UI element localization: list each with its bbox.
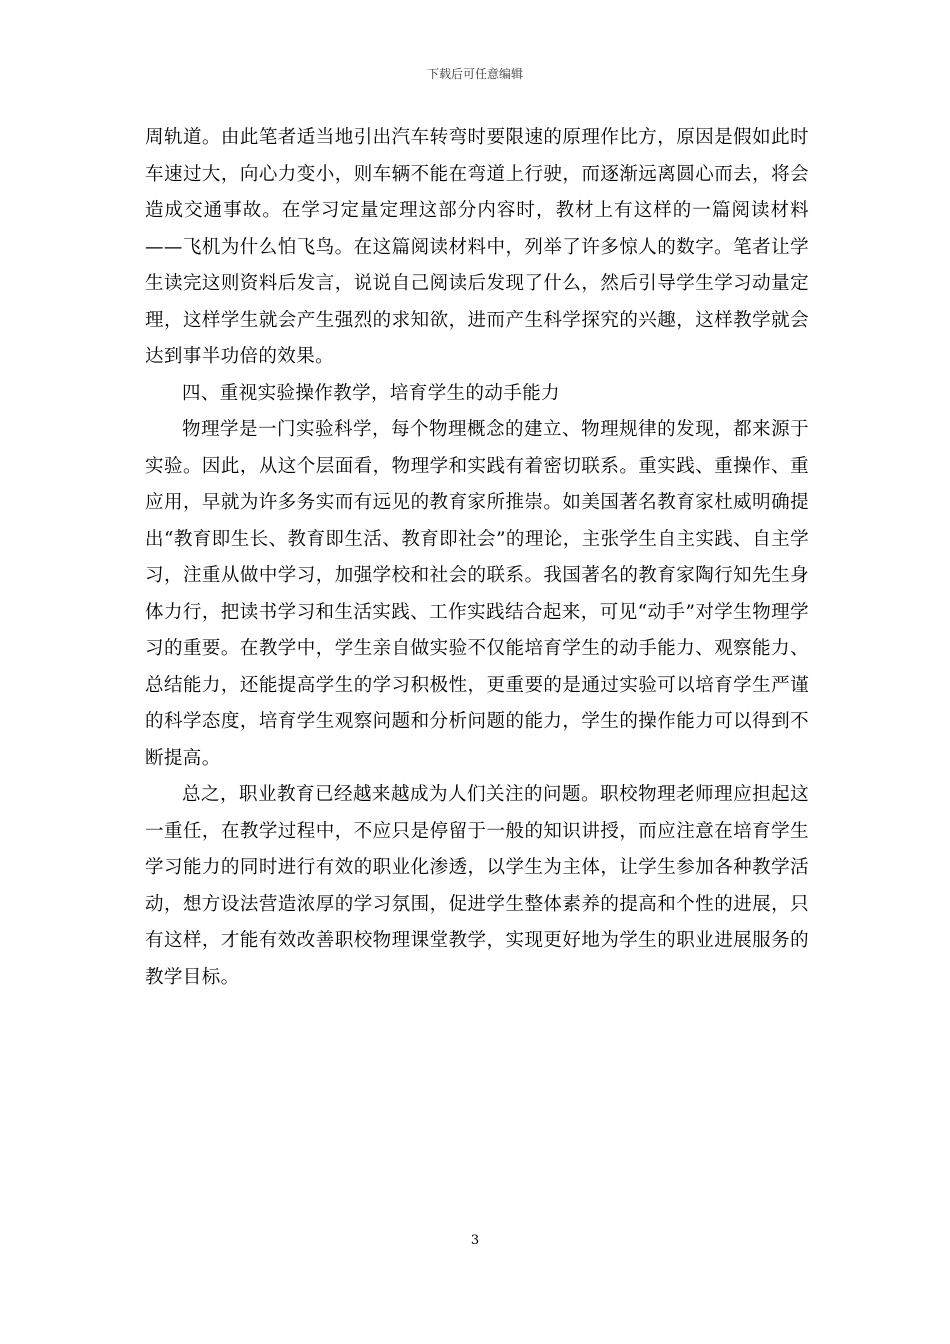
paragraph-continuation: 周轨道。由此笔者适当地引出汽车转弯时要限速的原理作比方，原因是假如此时车速过大，向心力变小，则车辆不能在弯道上行驶，而逐渐远离圆心而去，将会造成交通事故。在学习定量定理这部分内容时，教材上有这样的一篇阅读材料——飞机为什么怕飞鸟。在这篇阅读材料中，列举了许多惊人的数字。笔者让学生读完这则资料后发言，说说自己阅读后发现了什么，然后引导学生学习动量定理，这样学生就会产生强烈的求知欲，进而产生科学探究的兴趣，这样教学就会达到事半功倍的效果。 xyxy=(145,127,809,367)
paragraph-conclusion: 总之，职业教育已经越来越成为人们关注的问题。职校物理老师理应担起这一重任，在教学过程中，不应只是停留于一般的知识讲授，而应注意在培育学生学习能力的同时进行有效的职业化渗透，以学生为主体，让学生参加各种教学活动，想方设法营造浓厚的学习氛围，促进学生整体素养的提高和个性的进展，只有这样，才能有效改善职校物理课堂教学，实现更好地为学生的职业进展服务的教学目标。 xyxy=(145,784,809,988)
page-header: 下载后可任意编辑 xyxy=(426,67,523,81)
page-number: 3 xyxy=(470,1233,480,1248)
document-body xyxy=(145,120,809,996)
paragraph-experiment: 物理学是一门实验科学，每个物理概念的建立、物理规律的发现，都来源于实验。因此，从这个层面看，物理学和实践有着密切联系。重实践、重操作、重应用，早就为许多务实而有远见的教育家所推崇。如美国著名教育家杜威明确提出“教育即生长、教育即生活、教育即社会”的理论，主张学生自主实践、自主学习，注重从做中学习，加强学校和社会的联系。我国著名的教育家陶行知先生身体力行，把读书学习和生活实践、工作实践结合起来，可见“动手”对学生物理学习的重要。在教学中，学生亲自做实验不仅能培育学生的动手能力、观察能力、总结能力，还能提高学生的学习积极性，更重要的是通过实验可以培育学生严谨的科学态度，培育学生观察问题和分析问题的能力，学生的操作能力可以得到不断提高。 xyxy=(145,419,809,769)
section-heading: 四、重视实验操作教学，培育学生的动手能力 xyxy=(182,382,561,404)
